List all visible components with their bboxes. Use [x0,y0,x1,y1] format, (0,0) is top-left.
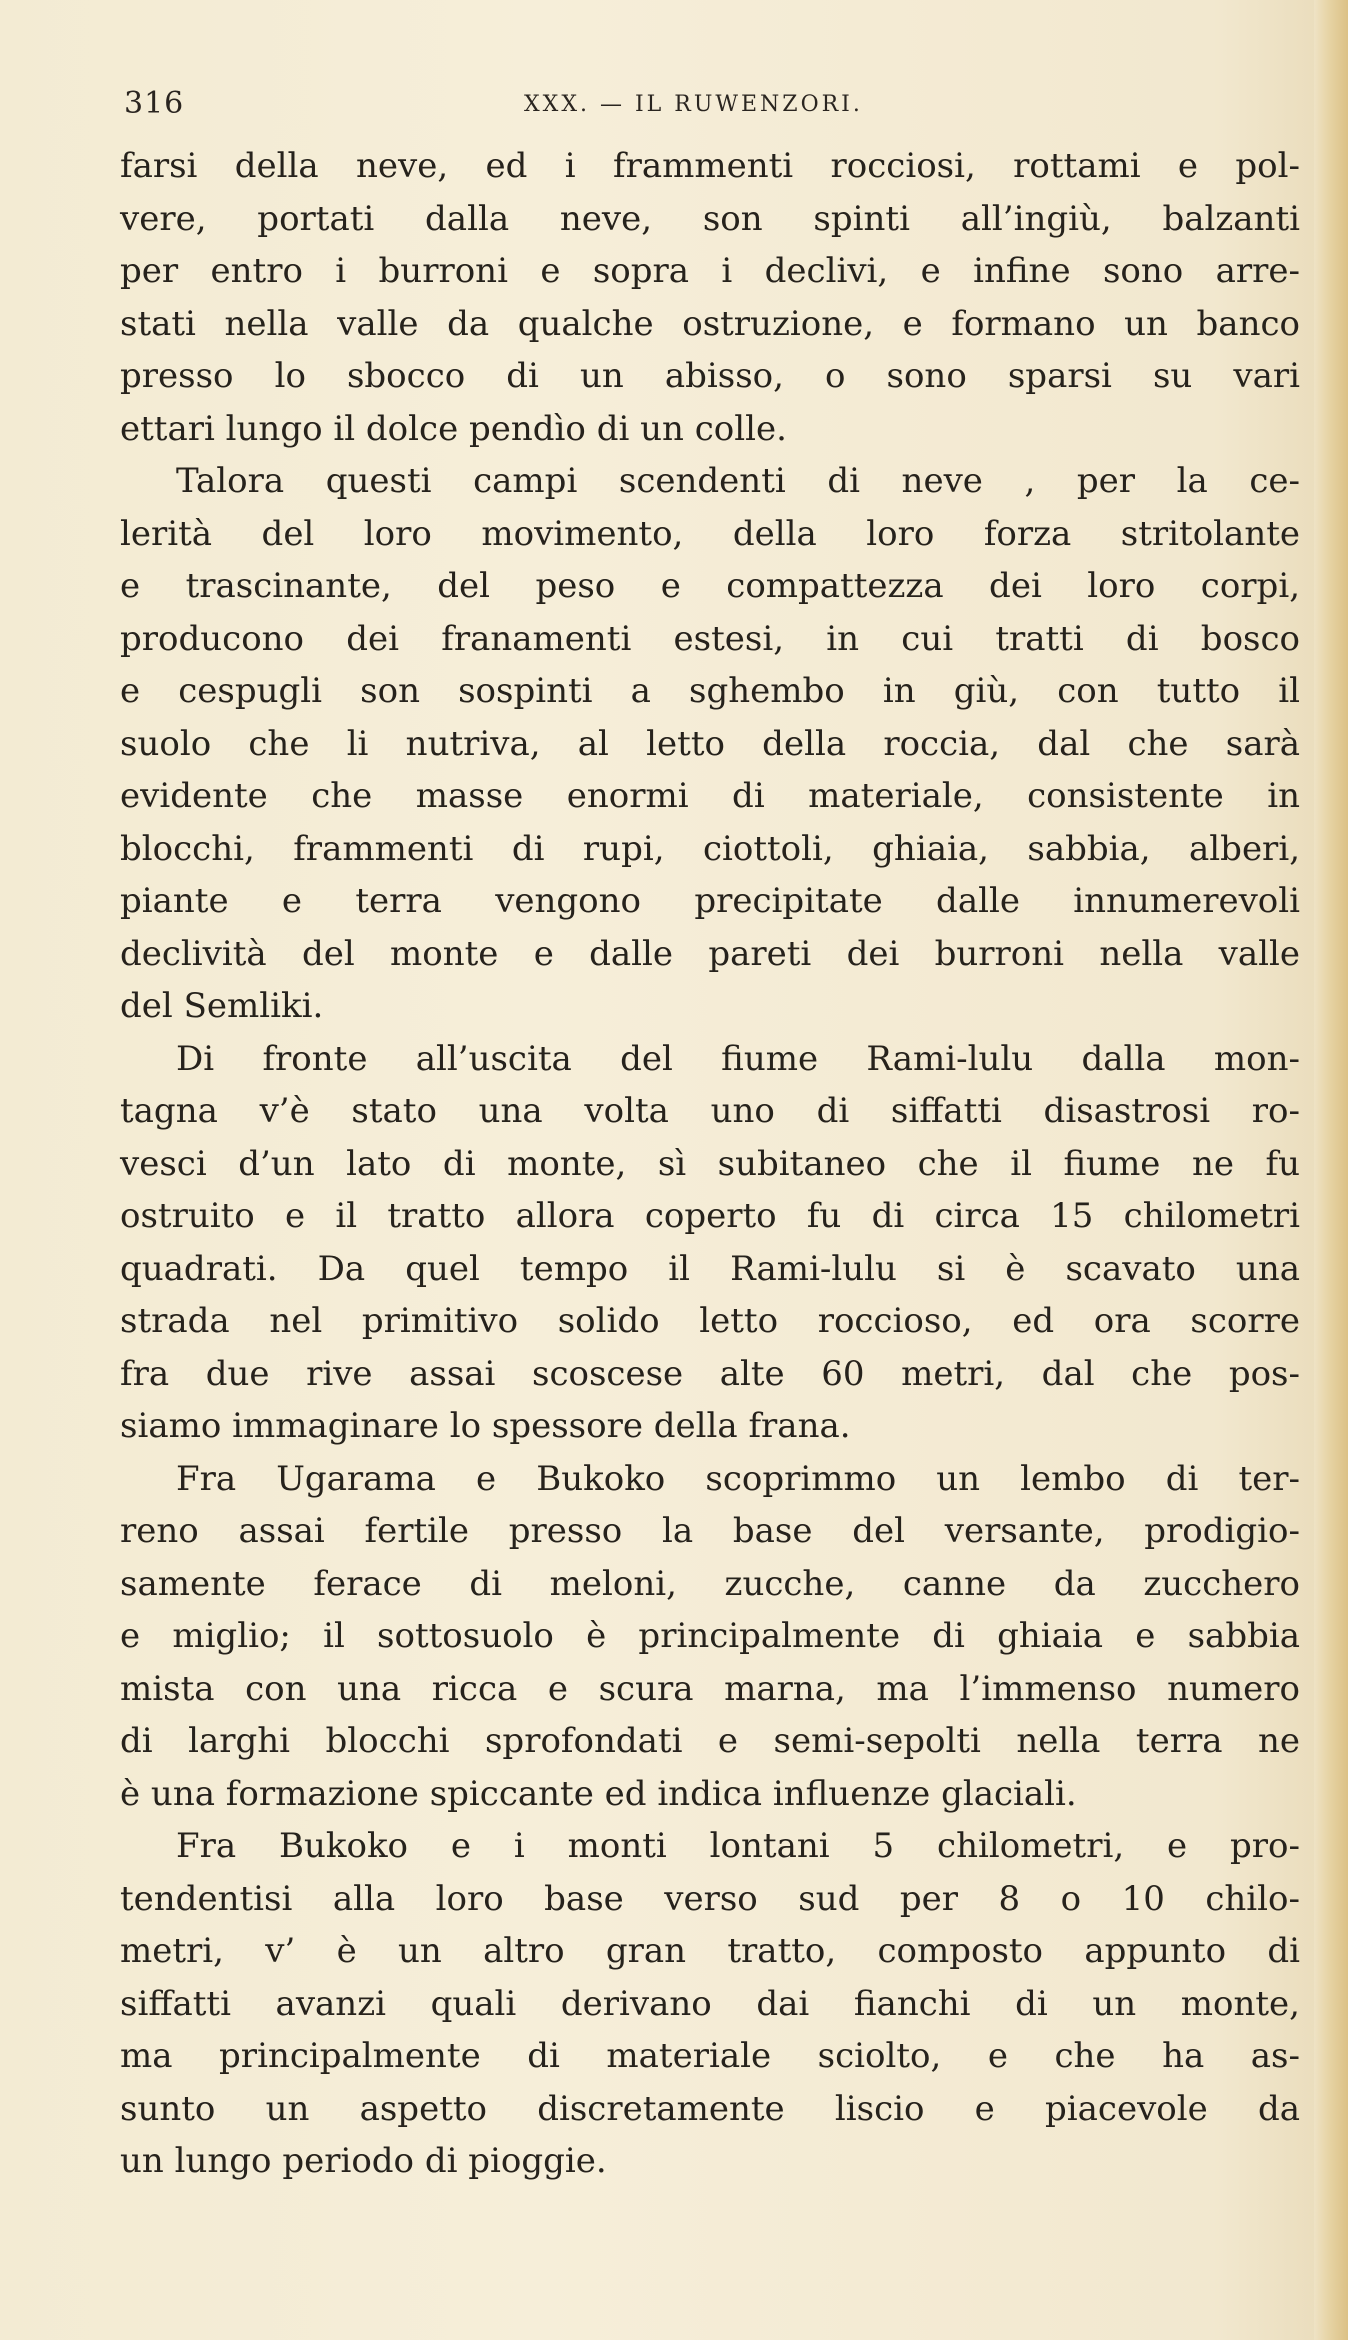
text-line: presso lo sbocco di un abisso, o sono sparsi su vari [120,356,1300,396]
page-number: 316 [124,86,185,121]
text-line: del Semliki. [120,986,324,1026]
text-line: lerità del loro movimento, della loro forza stritolante [120,513,1300,554]
text-line: siffatti avanzi quali derivano dai fianchi di un monte, [120,1983,1300,2024]
text-line: farsi della neve, ed i frammenti rocciosi, rottami e pol- [120,146,1300,186]
text-line: stati nella valle da qualche ostruzione, e formano un banco [120,303,1300,344]
text-line: Di fronte all’uscita del fiume Rami-lulu dalla mon- [176,1038,1300,1079]
text-line: vere, portati dalla neve, son spinti all’ingiù, balzanti [120,198,1300,239]
text-line: Talora questi campi scendenti di neve , per la ce- [176,461,1300,501]
text-line: piante e terra vengono precipitate dalle innumerevoli [120,881,1300,921]
text-line: è una formazione spiccante ed indica influenze glaciali. [120,1773,1077,1814]
text-line: vesci d’un lato di monte, sì subitaneo che il fiume ne fu [120,1143,1300,1184]
page-header [124,86,1284,126]
text-line: siamo immaginare lo spessore della frana. [120,1406,851,1446]
text-line: e trascinante, del peso e compattezza dei loro corpi, [120,566,1300,606]
text-line: blocchi, frammenti di rupi, ciottoli, ghiaia, sabbia, alberi, [120,828,1300,869]
text-line: declività del monte e dalle pareti dei burroni nella valle [120,933,1300,974]
text-line: quadrati. Da quel tempo il Rami-lulu si è scavato una [120,1248,1300,1289]
text-line: sunto un aspetto discretamente liscio e piacevole da [120,2088,1300,2129]
text-line: ostruito e il tratto allora coperto fu di circa 15 chilometri [120,1196,1300,1236]
page-edge-shadow [1314,0,1348,2340]
text-line: metri, v’ è un altro gran tratto, composto appunto di [120,1931,1300,1971]
text-line: strada nel primitivo solido letto roccioso, ed ora scorre [120,1301,1300,1341]
text-line: suolo che li nutriva, al letto della roccia, dal che sarà [120,723,1300,764]
text-line: ma principalmente di materiale sciolto, e che ha as- [120,2036,1300,2076]
text-line: reno assai fertile presso la base del versante, prodigio- [120,1511,1300,1551]
text-line: fra due rive assai scoscese alte 60 metri, dal che pos- [120,1353,1300,1394]
text-line: Fra Bukoko e i monti lontani 5 chilometri, e pro- [176,1826,1300,1866]
text-line: tagna v’è stato una volta uno di siffatti disastrosi ro- [120,1091,1300,1131]
text-line: per entro i burroni e sopra i declivi, e infine sono arre- [120,251,1300,291]
text-line: mista con una ricca e scura marna, ma l’immenso numero [120,1668,1300,1709]
text-line: producono dei franamenti estesi, in cui tratti di bosco [120,618,1300,659]
text-line: evidente che masse enormi di materiale, consistente in [120,776,1300,816]
text-line: tendentisi alla loro base verso sud per 8 o 10 chilo- [120,1878,1300,1919]
text-line: samente ferace di meloni, zucche, canne da zucchero [120,1563,1300,1604]
text-line: e miglio; il sottosuolo è principalmente di ghiaia e sabbia [120,1616,1300,1656]
text-line: ettari lungo il dolce pendìo di un colle. [120,408,787,449]
text-line: e cespugli son sospinti a sghembo in giù, con tutto il [120,671,1300,711]
running-head: XXX. — IL RUWENZORI. [524,92,863,117]
body-text [120,140,1300,2188]
text-line: Fra Ugarama e Bukoko scoprimmo un lembo di ter- [176,1458,1300,1499]
text-line: di larghi blocchi sprofondati e semi-sepolti nella terra ne [120,1721,1300,1761]
text-line: un lungo periodo di pioggie. [120,2141,607,2181]
